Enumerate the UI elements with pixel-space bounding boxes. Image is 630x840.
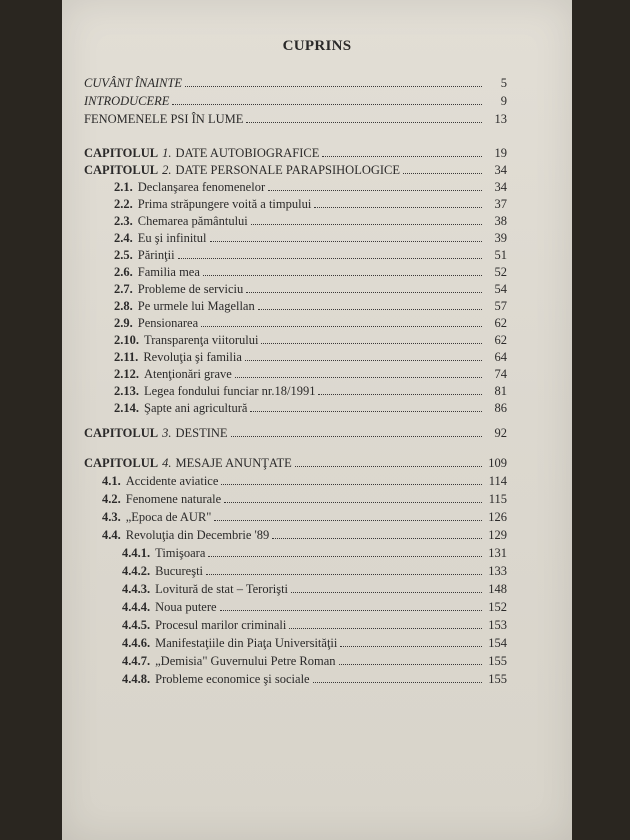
- dot-leader: [208, 546, 482, 557]
- chapter-numeral: 1.: [162, 146, 172, 160]
- dot-leader: [210, 231, 483, 242]
- entry-title: MESAJE ANUNŢATE: [175, 456, 292, 470]
- page-number: 155: [488, 654, 507, 668]
- toc-entry: [114, 350, 507, 365]
- section-number: 2.11.: [114, 350, 139, 364]
- page-number: 37: [494, 197, 507, 211]
- page-number: 52: [494, 265, 507, 279]
- dot-leader: [261, 333, 482, 344]
- entry-title: Eu şi infinitul: [137, 231, 207, 245]
- toc-entry: [114, 248, 507, 263]
- dot-leader: [246, 282, 482, 293]
- dot-leader: [185, 76, 482, 87]
- toc-entry: [84, 456, 507, 471]
- entry-title: Manifestaţiile din Piaţa Universităţii: [155, 636, 338, 650]
- section-number: 2.3.: [114, 214, 133, 228]
- dot-leader: [289, 618, 482, 629]
- toc-entry: [122, 582, 507, 597]
- page-number: 155: [488, 672, 507, 686]
- section-number: 4.4.5.: [122, 618, 151, 632]
- section-number: 2.8.: [114, 299, 133, 313]
- entry-title: Atenţionări grave: [144, 367, 232, 381]
- entry-title: Pe urmele lui Magellan: [137, 299, 255, 313]
- toc-entry: [122, 546, 507, 561]
- section-number: 4.4.4.: [122, 600, 151, 614]
- toc-entry: [84, 76, 507, 91]
- page-number: 51: [494, 248, 507, 262]
- page-number: 54: [494, 282, 507, 296]
- page-number: 38: [494, 214, 507, 228]
- page-number: 86: [494, 401, 507, 415]
- dot-leader: [172, 94, 482, 105]
- section-number: 4.4.2.: [122, 564, 151, 578]
- page-number: 57: [494, 299, 507, 313]
- toc-entry: [102, 492, 507, 507]
- dot-leader: [231, 426, 482, 437]
- dot-leader: [272, 528, 482, 539]
- dot-leader: [313, 672, 482, 683]
- dot-leader: [235, 367, 482, 378]
- toc-entry: [102, 510, 507, 525]
- page-number: 64: [494, 350, 507, 364]
- page-number: 131: [488, 546, 507, 560]
- entry-title: Părinţii: [137, 248, 175, 262]
- dot-leader: [206, 564, 482, 575]
- toc-entry: [102, 528, 507, 543]
- dot-leader: [178, 248, 482, 259]
- chapter-label: CAPITOLUL: [84, 426, 159, 440]
- page-number: 34: [494, 180, 507, 194]
- dot-leader: [251, 214, 482, 225]
- section-number: 2.13.: [114, 384, 139, 398]
- entry-title: DATE PERSONALE PARAPSIHOLOGICE: [175, 163, 401, 177]
- section-number: 4.4.1.: [122, 546, 151, 560]
- toc-entry: [84, 94, 507, 109]
- page-number: 34: [494, 163, 507, 177]
- section-number: 2.5.: [114, 248, 133, 262]
- toc-entry: [114, 333, 507, 348]
- chapter-label: CAPITOLUL: [84, 163, 159, 177]
- toc-entry: [84, 163, 507, 178]
- toc-entry: [114, 367, 507, 382]
- toc-entry: [122, 672, 507, 687]
- page-number: 74: [494, 367, 507, 381]
- toc-entry: [114, 401, 507, 416]
- entry-title: Revoluţia şi familia: [143, 350, 242, 364]
- section-number: 2.9.: [114, 316, 133, 330]
- toc-entry: [114, 231, 507, 246]
- page-number: 129: [488, 528, 507, 542]
- entry-title: INTRODUCERE: [84, 94, 170, 108]
- page-number: 13: [494, 112, 507, 126]
- page-number: 62: [494, 333, 507, 347]
- section-number: 2.4.: [114, 231, 133, 245]
- section-number: 4.4.3.: [122, 582, 151, 596]
- entry-title: Fenomene naturale: [125, 492, 222, 506]
- toc-entry: [122, 618, 507, 633]
- entry-title: FENOMENELE PSI ÎN LUME: [84, 112, 244, 126]
- dot-leader: [214, 510, 482, 521]
- section-number: 2.6.: [114, 265, 133, 279]
- toc-entry: [114, 316, 507, 331]
- page-number: 109: [488, 456, 507, 470]
- entry-title: Declanşarea fenomenelor: [137, 180, 266, 194]
- dot-leader: [221, 474, 482, 485]
- section-number: 4.4.6.: [122, 636, 151, 650]
- entry-title: Timişoara: [155, 546, 206, 560]
- chapter-numeral: 3.: [162, 426, 172, 440]
- toc-entry: [84, 426, 507, 441]
- toc-entry: [114, 180, 507, 195]
- page-number: 153: [488, 618, 507, 632]
- section-number: 2.12.: [114, 367, 139, 381]
- chapter-numeral: 2.: [162, 163, 172, 177]
- entry-title: Chemarea pământului: [137, 214, 248, 228]
- section-number: 2.7.: [114, 282, 133, 296]
- section-number: 4.4.8.: [122, 672, 151, 686]
- dot-leader: [268, 180, 482, 191]
- entry-title: Revoluţia din Decembrie '89: [125, 528, 270, 542]
- entry-title: Bucureşti: [155, 564, 204, 578]
- page-number: 115: [488, 492, 507, 506]
- dot-leader: [201, 316, 482, 327]
- toc-entry: [114, 214, 507, 229]
- section-number: 4.4.7.: [122, 654, 151, 668]
- toc-entry: [122, 564, 507, 579]
- dot-leader: [291, 582, 482, 593]
- entry-title: Probleme economice şi sociale: [155, 672, 310, 686]
- toc-entry: [102, 474, 507, 489]
- toc-entry: [122, 654, 507, 669]
- dot-leader: [220, 600, 482, 611]
- entry-title: Legea fondului funciar nr.18/1991: [144, 384, 316, 398]
- entry-title: DESTINE: [175, 426, 228, 440]
- dot-leader: [340, 636, 482, 647]
- entry-title: DATE AUTOBIOGRAFICE: [175, 146, 320, 160]
- dot-leader: [250, 401, 482, 412]
- toc-entry: [84, 146, 507, 161]
- section-number: 2.14.: [114, 401, 139, 415]
- page-number: 148: [488, 582, 507, 596]
- page-number: 81: [494, 384, 507, 398]
- dot-leader: [318, 384, 482, 395]
- dot-leader: [203, 265, 482, 276]
- dot-leader: [258, 299, 482, 310]
- dot-leader: [224, 492, 482, 503]
- section-number: 2.1.: [114, 180, 133, 194]
- page-number: 19: [494, 146, 507, 160]
- toc-entry: [114, 384, 507, 399]
- entry-title: Şapte ani agricultură: [144, 401, 248, 415]
- section-number: 4.2.: [102, 492, 121, 506]
- chapter-label: CAPITOLUL: [84, 456, 159, 470]
- toc-entry: [84, 112, 507, 127]
- book-page: [62, 0, 572, 840]
- entry-title: Noua putere: [155, 600, 217, 614]
- toc-entry: [114, 265, 507, 280]
- section-number: 2.10.: [114, 333, 139, 347]
- table-of-contents: [62, 0, 572, 840]
- section-number: 4.1.: [102, 474, 121, 488]
- page-number: 5: [500, 76, 507, 90]
- page-number: 9: [500, 94, 507, 108]
- dot-leader: [245, 350, 482, 361]
- section-number: 4.4.: [102, 528, 121, 542]
- entry-title: Familia mea: [137, 265, 200, 279]
- page-number: 133: [488, 564, 507, 578]
- page-number: 126: [488, 510, 507, 524]
- section-number: 2.2.: [114, 197, 133, 211]
- entry-title: „Demisia" Guvernului Petre Roman: [155, 654, 336, 668]
- page-number: 62: [494, 316, 507, 330]
- dot-leader: [295, 456, 482, 467]
- entry-title: Procesul marilor criminali: [155, 618, 287, 632]
- entry-title: Pensionarea: [137, 316, 199, 330]
- entry-title: CUVÂNT ÎNAINTE: [84, 76, 183, 90]
- toc-entry: [122, 636, 507, 651]
- entry-title: Accidente aviatice: [125, 474, 219, 488]
- page-number: 152: [488, 600, 507, 614]
- toc-entry: [114, 299, 507, 314]
- dot-leader: [246, 112, 482, 123]
- section-number: 4.3.: [102, 510, 121, 524]
- entry-title: Lovitură de stat – Terorişti: [155, 582, 289, 596]
- page-number: 39: [494, 231, 507, 245]
- dot-leader: [339, 654, 482, 665]
- entry-title: Probleme de serviciu: [137, 282, 244, 296]
- page-title: CUPRINS: [282, 38, 352, 54]
- entry-title: „Epoca de AUR": [125, 510, 212, 524]
- page-number: 114: [488, 474, 507, 488]
- chapter-label: CAPITOLUL: [84, 146, 159, 160]
- dot-leader: [314, 197, 482, 208]
- chapter-numeral: 4.: [162, 456, 172, 470]
- toc-entry: [114, 197, 507, 212]
- dot-leader: [403, 163, 482, 174]
- page-number: 92: [494, 426, 507, 440]
- entry-title: Transparenţa viitorului: [144, 333, 259, 347]
- page-number: 154: [488, 636, 507, 650]
- entry-title: Prima străpungere voită a timpului: [137, 197, 312, 211]
- toc-entry: [122, 600, 507, 615]
- dot-leader: [322, 146, 482, 157]
- toc-entry: [114, 282, 507, 297]
